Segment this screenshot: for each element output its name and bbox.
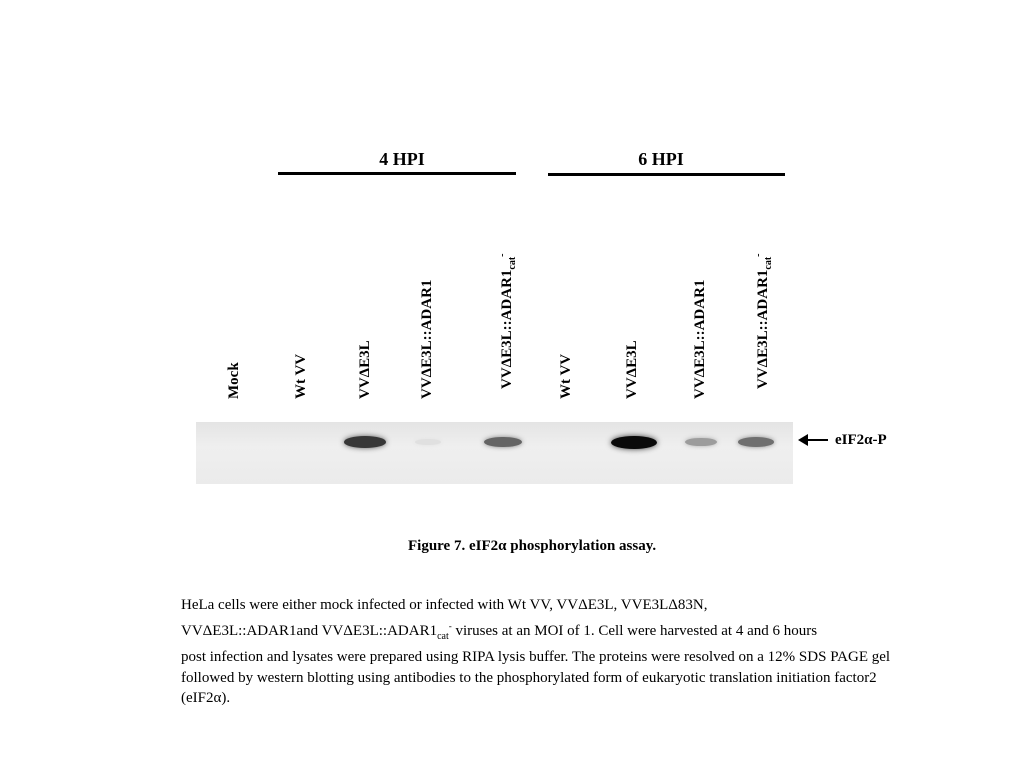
lane-text: Wt VV bbox=[293, 353, 309, 399]
lane-superscript: - bbox=[753, 253, 764, 257]
lane-text: Mock bbox=[226, 362, 242, 399]
figure-description bbox=[181, 595, 921, 709]
lane-text: VVΔE3L::ADAR1 bbox=[755, 269, 771, 389]
lane-label bbox=[750, 167, 774, 417]
blot-band bbox=[484, 437, 521, 447]
lane-label bbox=[494, 167, 518, 417]
lane-label bbox=[691, 167, 709, 417]
description-superscript: - bbox=[448, 620, 452, 631]
group-label-6hpi: 6 HPI bbox=[638, 149, 684, 169]
lane-text: VVΔE3L bbox=[357, 340, 373, 399]
lane-superscript: - bbox=[497, 253, 508, 257]
group-label-4hpi: 4 HPI bbox=[379, 149, 425, 169]
description-subscript: cat bbox=[437, 630, 449, 642]
lane-text: VVΔE3L::ADAR1 bbox=[692, 279, 708, 399]
lane-subscript: cat bbox=[507, 256, 518, 270]
lane-text: VVΔE3L bbox=[624, 340, 640, 399]
lane-label bbox=[623, 167, 641, 417]
description-line: post infection and lysates were prepared using RIPA lysis buffer. The proteins were resolved on a 12% SDS PAGE gel followed by western blotting using antibodies to the phosphorylated form of eukaryotic translation initiation factor2 (eIF2α). bbox=[181, 649, 891, 706]
lane-label bbox=[356, 167, 374, 417]
blot-band bbox=[738, 437, 774, 447]
group-line-4hpi bbox=[278, 172, 516, 175]
description-text: viruses at an MOI of 1. Cell were harvested at 4 and 6 hours bbox=[451, 622, 818, 639]
western-blot bbox=[196, 422, 793, 484]
left-arrow-icon bbox=[798, 438, 828, 442]
lane-text: Wt VV bbox=[558, 353, 574, 399]
lane-text: VVΔE3L::ADAR1 bbox=[419, 279, 435, 399]
blot-band bbox=[344, 436, 386, 448]
marker-label: eIF2α-P bbox=[835, 432, 887, 448]
figure-caption: Figure 7. eIF2α phosphorylation assay. bbox=[408, 538, 657, 554]
lane-label bbox=[225, 167, 243, 417]
lane-text: VVΔE3L::ADAR1 bbox=[499, 269, 515, 389]
lane-subscript: cat bbox=[763, 256, 774, 270]
blot-band bbox=[611, 436, 657, 449]
blot-band bbox=[415, 439, 440, 445]
description-line: HeLa cells were either mock infected or infected with Wt VV, VVΔE3L, VVE3LΔ83N, bbox=[181, 597, 708, 613]
blot-band bbox=[685, 438, 717, 446]
description-text: VVΔE3L::ADAR1and VVΔE3L::ADAR1 bbox=[181, 622, 438, 639]
lane-label bbox=[292, 167, 310, 417]
description-line bbox=[181, 616, 921, 648]
lane-label bbox=[418, 167, 436, 417]
lane-label bbox=[557, 167, 575, 417]
